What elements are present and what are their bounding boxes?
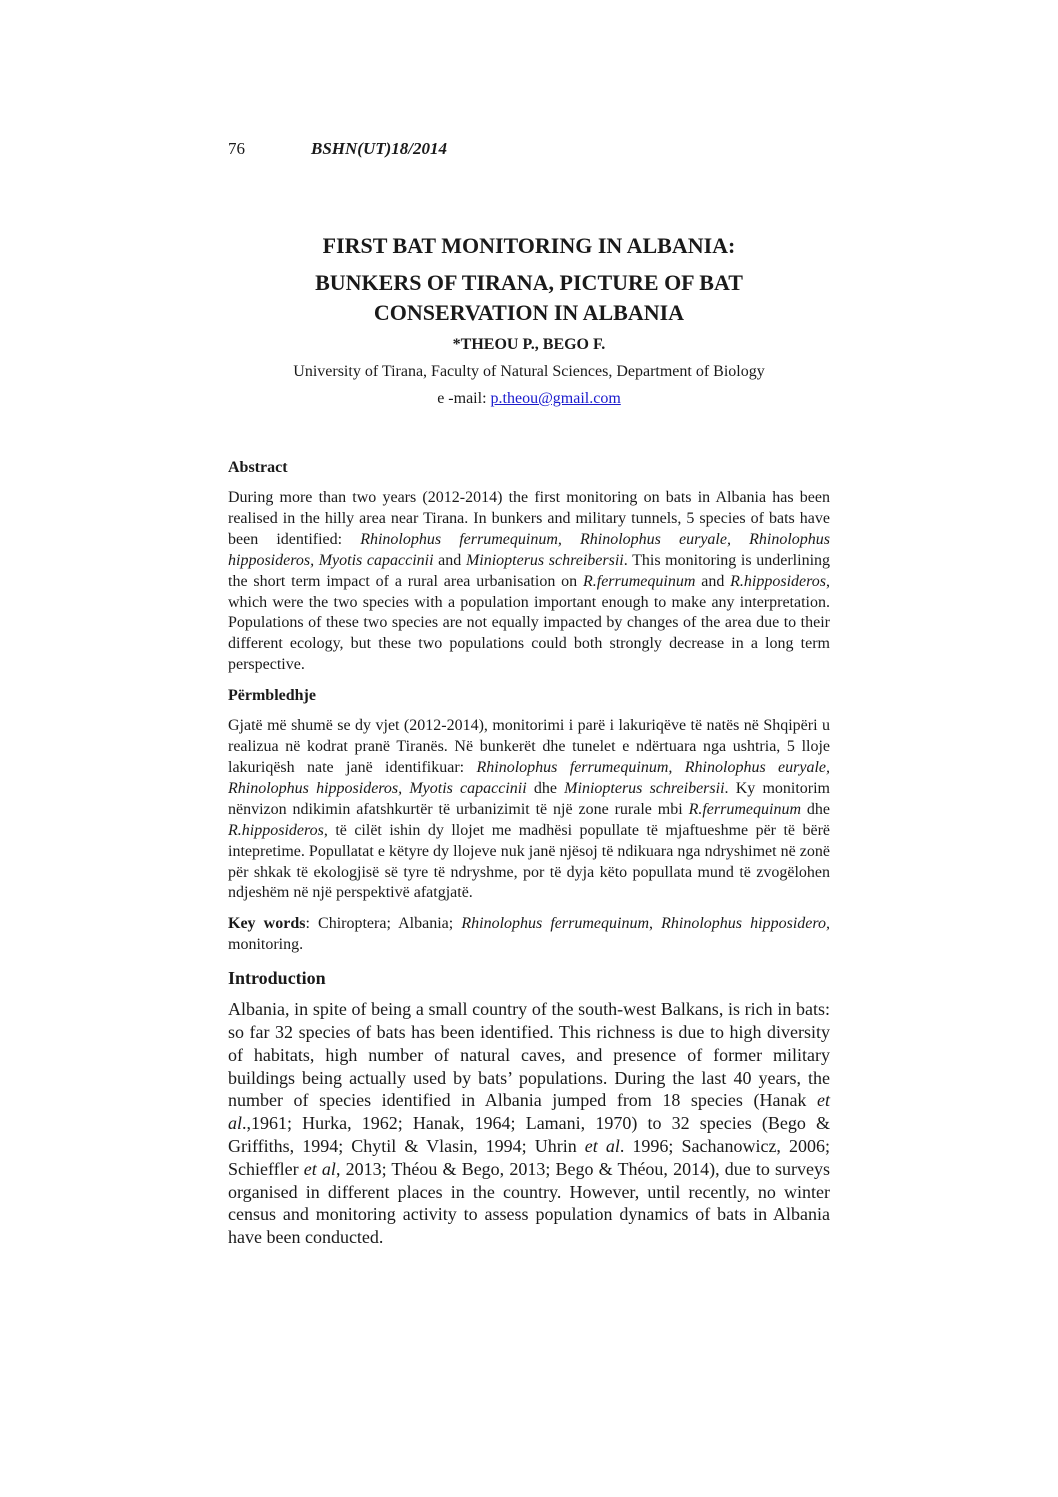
introduction-text: Albania, in spite of being a small country of the south-west Balkans, is rich in bats: so far 32 species of bats has been identified. This richness is due to high diversity of habitats, high number of natural caves, and presence of former military buildings being actually used by bats’ populations. During the last 40 years, the number of species identified in Albania jumped from 18 species (Hanak et al.,1961; Hurka, 1962; Hanak, 1964; Lamani, 1970) to 32 species (Bego & Griffiths, 1994; Chytil & Vlasin, 1994; Uhrin et al. 1996; Sachanowicz, 2006; Schieffler et al, 2013; Théou & Bego, 2013; Bego & Théou, 2014), due to surveys organised in different places in the country. However, until recently, no winter census and monitoring activity to assess population dynamics of bats in Albania have been conducted. bbox=[228, 999, 830, 1248]
affiliation: University of Tirana, Faculty of Natural Sciences, Department of Biology bbox=[293, 363, 765, 380]
abstract-heading: Abstract bbox=[228, 459, 288, 476]
email-label: e -mail: bbox=[437, 390, 491, 407]
paper-title-line-3: CONSERVATION IN ALBANIA bbox=[373, 300, 685, 325]
article-body bbox=[228, 459, 830, 1249]
title-block bbox=[228, 231, 830, 408]
paper-title-line-1: FIRST BAT MONITORING IN ALBANIA: bbox=[322, 233, 736, 258]
paper-title-line-2: BUNKERS OF TIRANA, PICTURE OF BAT bbox=[315, 270, 743, 295]
page-number: 76 bbox=[228, 139, 245, 158]
contact-email bbox=[228, 390, 830, 408]
keywords-label: Key words bbox=[228, 915, 306, 933]
email-link[interactable]: p.theou@gmail.com bbox=[490, 390, 621, 407]
journal-name: BSHN(UT)18/2014 bbox=[311, 139, 447, 158]
introduction-heading: Introduction bbox=[228, 968, 326, 989]
keywords: Key words: Chiroptera; Albania; Rhinolophus ferrumequinum, Rhinolophus hipposidero, monitoring. bbox=[228, 915, 831, 954]
permbledhje-text: Gjatë më shumë se dy vjet (2012-2014), monitorimi i parë i lakuriqëve të natës në Shqipëri u realizua në kodrat pranë Tiranës. Në bunkerët dhe tunelet e ndërtuara nga ushtria, 5 lloje lakuriqësh nate janë identifikuar: Rhinolophus ferrumequinum, Rhinolophus euryale, Rhinolophus hipposideros, Myotis capaccinii dhe Miniopterus schreibersii. Ky monitorim nënvizon ndikimin afatshkurtër të urbanizimit të një zone rurale mbi R.ferrumequinum dhe R.hipposideros, të cilët ishin dy llojet me madhësi popullate të mjaftueshme për të bërë intepretime. Popullatat e këtyre dy llojeve nuk janë njësoj të ndikuara nga ndryshimet në zonë për shkak të ekologjisë së tyre të ndryshme, por të dyja këto popullata mund të zvogëlohen ndjeshëm në një perspektivë afatgjatë. bbox=[228, 717, 831, 902]
authors: *THEOU P., BEGO F. bbox=[452, 336, 606, 353]
abstract-text: During more than two years (2012-2014) the first monitoring on bats in Albania has been realised in the hilly area near Tirana. In bunkers and military tunnels, 5 species of bats have been identified: Rhinolophus ferrumequinum, Rhinolophus euryale, Rhinolophus hipposideros, Myotis capaccinii and Miniopterus schreibersii. This monitoring is underlining the short term impact of a rural area urbanisation on R.ferrumequinum and R.hipposideros, which were the two species with a population important enough to make any interpretation. Populations of these two species are not equally impacted by changes of the area due to their different ecology, but these two populations could both strongly decrease in a long term perspective. bbox=[228, 489, 831, 674]
permbledhje-heading: Përmbledhje bbox=[228, 687, 316, 705]
